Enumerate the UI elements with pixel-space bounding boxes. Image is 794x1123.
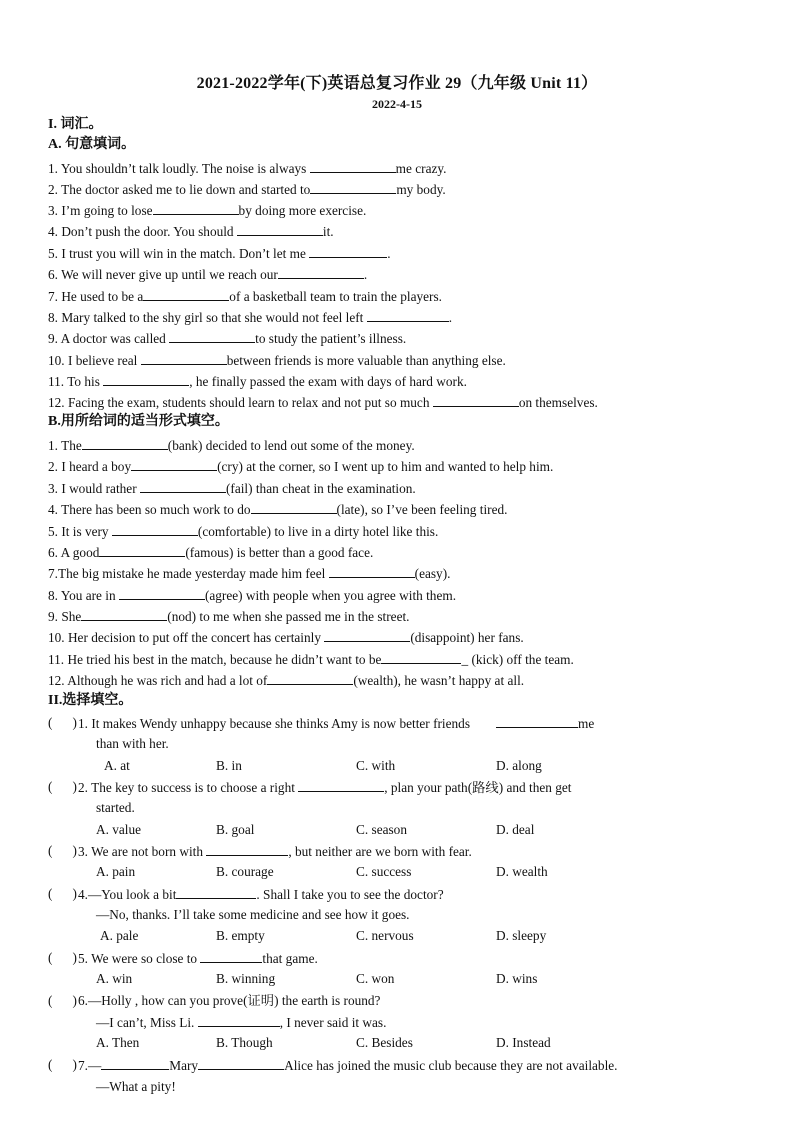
answer-blank[interactable] [143, 288, 229, 301]
answer-blank[interactable] [206, 843, 288, 856]
answer-blank[interactable] [119, 587, 205, 600]
page-title: 2021-2022学年(下)英语总复习作业 29（九年级 Unit 11） [196, 75, 598, 92]
option-a[interactable]: A. win [96, 971, 133, 986]
answer-blank[interactable] [99, 544, 185, 557]
option-a[interactable]: A. at [104, 758, 130, 773]
answer-blank[interactable] [309, 245, 387, 258]
part-b-item: 1. The (bank) decided to lend out some of the money. [48, 438, 415, 453]
question-7: 7.— Mary Alice has joined the music club because they are not available. [78, 1058, 618, 1073]
option-b[interactable]: B. courage [216, 864, 274, 879]
option-a[interactable]: A. pain [96, 864, 136, 879]
part-a-item: 6. We will never give up until we reach our . [48, 267, 368, 282]
part-b-item: 7.The big mistake he made yesterday made him feel (easy). [48, 566, 451, 581]
part-a-item: 1. You shouldn’t talk loudly. The noise is always me crazy. [48, 161, 447, 176]
option-a[interactable]: A. pale [100, 928, 139, 943]
option-b[interactable]: B. in [216, 758, 242, 773]
part-b-item: 10. Her decision to put off the concert has certainly (disappoint) her fans. [48, 630, 524, 645]
answer-blank[interactable] [81, 608, 167, 621]
answer-blank[interactable] [381, 651, 461, 664]
option-d[interactable]: D. sleepy [496, 928, 547, 943]
question-5: 5. We were so close to that game. [78, 951, 318, 966]
part-b-item: 4. There has been so much work to do (late), so I’ve been feeling tired. [48, 502, 508, 517]
answer-paren[interactable]: ( ) [48, 843, 77, 858]
section-2-heading: II.选择填空。 [48, 693, 133, 708]
section-1-heading: I. 词汇。 [48, 117, 103, 132]
option-c[interactable]: C. Besides [356, 1035, 413, 1050]
part-b-item: 11. He tried his best in the match, because he didn’t want to be _ (kick) off the team. [48, 652, 574, 667]
part-b-item: 6. A good (famous) is better than a good face. [48, 545, 374, 560]
option-b[interactable]: B. goal [216, 822, 255, 837]
option-d[interactable]: D. along [496, 758, 542, 773]
answer-blank[interactable] [140, 480, 226, 493]
part-a-heading: A. 句意填词。 [48, 137, 136, 152]
answer-blank[interactable] [200, 950, 262, 963]
answer-blank[interactable] [198, 1014, 280, 1027]
part-a-item: 7. He used to be a of a basketball team to train the players. [48, 289, 442, 304]
option-c[interactable]: C. success [356, 864, 412, 879]
option-d[interactable]: D. wins [496, 971, 538, 986]
part-b-item: 5. It is very (comfortable) to live in a dirty hotel like this. [48, 524, 439, 539]
answer-blank[interactable] [324, 629, 410, 642]
question-1: 1. It makes Wendy unhappy because she thinks Amy is now better friends me [78, 716, 595, 731]
answer-blank[interactable] [82, 437, 168, 450]
option-d[interactable]: D. deal [496, 822, 535, 837]
option-c[interactable]: C. won [356, 971, 395, 986]
part-a-item: 9. A doctor was called to study the patient’s illness. [48, 331, 407, 346]
option-a[interactable]: A. value [96, 822, 142, 837]
answer-blank[interactable] [329, 565, 415, 578]
answer-paren[interactable]: ( ) [48, 950, 77, 965]
part-b-item: 2. I heard a boy (cry) at the corner, so I went up to him and wanted to help him. [48, 459, 554, 474]
answer-paren[interactable]: ( ) [48, 993, 77, 1008]
answer-blank[interactable] [169, 330, 255, 343]
option-c[interactable]: C. nervous [356, 928, 414, 943]
option-b[interactable]: B. empty [216, 928, 265, 943]
option-c[interactable]: C. season [356, 822, 407, 837]
option-c[interactable]: C. with [356, 758, 396, 773]
answer-paren[interactable]: ( ) [48, 715, 77, 730]
answer-blank[interactable] [433, 394, 519, 407]
answer-paren[interactable]: ( ) [48, 1057, 77, 1072]
answer-blank[interactable] [496, 715, 578, 728]
option-b[interactable]: B. winning [216, 971, 276, 986]
question-2: 2. The key to success is to choose a right , plan your path(路线) and then get [78, 780, 572, 795]
answer-blank[interactable] [267, 672, 353, 685]
part-a-item: 12. Facing the exam, students should learn to relax and not put so much on themselves. [48, 395, 598, 410]
answer-blank[interactable] [310, 160, 396, 173]
part-b-item: 9. She (nod) to me when she passed me in the street. [48, 609, 410, 624]
answer-blank[interactable] [367, 309, 449, 322]
answer-blank[interactable] [251, 501, 337, 514]
part-a-item: 3. I’m going to lose by doing more exercise. [48, 203, 367, 218]
answer-blank[interactable] [101, 1057, 169, 1070]
part-a-item: 5. I trust you will win in the match. Don’t let me . [48, 246, 391, 261]
part-b-heading: B.用所给词的适当形式填空。 [48, 414, 229, 429]
answer-blank[interactable] [112, 523, 198, 536]
option-a[interactable]: A. Then [96, 1035, 140, 1050]
part-a-item: 2. The doctor asked me to lie down and started to my body. [48, 182, 446, 197]
worksheet-page: 2021-2022学年(下)英语总复习作业 29（九年级 Unit 11） 2022-4-15 I. 词汇。 A. 句意填词。 1. You shouldn’t talk loudly. The noise is always me crazy. 2. The doctor asked me to lie down and started to my body. 3. I’m going to lose by doing more exercise. 4. Don’t push the door. You should it. 5. I trust you will win in the match. Don’t let me . 6. We will never give up until we reach our . 7. He used to be a of a basketball team to train the players. 8. Mary talked to the shy girl so that she would not feel left . 9. A doctor was called to study the patient’s illness. 10. I believe real between friends is more valuable than anything else. 11. To his , he finally passed the exam with days of hard work. 12. Facing the exam, students should learn to relax and not put so much on themselves. B.用所给词的适当形式填空。 1. The (bank) decided to lend out some of the money. 2. I heard a boy (cry) at the corner, so I went up to him and wanted to help him. 3. I would rather (fail) than cheat in the examination. 4. There has been so much work to do (late), so I’ve been feeling tired. 5. It is very (comfortable) to live in a dirty hotel like this. 6. A good (famous) is better than a good face. 7.The big mistake he made yesterday made him feel (easy). 8. You are in (agree) with people when you agree with them. 9. She (nod) to me when she passed me in the street. 10. Her decision to put off the concert has certainly (disappoint) her fans. 11. He tried his best in the match, because he didn’t want to be _ (kick) off the team. 12. Although he was rich and had a lot of (wealth), he wasn’t happy at all. II.选择填空。 ( ) 1. It makes Wendy unhappy because she thinks Amy is now better friends me than with her. A. at B. in C. with D. along ( ) 2. The key to success is to choose a right , plan your path(路线) and then get started. A. value B. goal C. season D. deal ( ) 3. We are not born with , but neither are we born with fear. A. pain B. courage C. success D. wealth ( ) 4.—You look a bit . Shall I take you to see the doctor? —No, thanks. I’ll take some medicine and see how it goes. A. pale B. empty C. nervous D. sleepy ( ) 5. We were so close to that game. A. win B. winning C. won D. wins ( ) 6.—Holly , how can you prove(证明) the earth is round? —I can’t, Miss Li. , I never said it was. A. Then B. Though C. Besides D. Instead ( ) 7.— Mary Alice has joined the music club because they are not available. —What a pity! [0, 0, 794, 1123]
question-4: 4.—You look a bit . Shall I take you to see the doctor? [78, 887, 444, 902]
answer-blank[interactable] [237, 223, 323, 236]
answer-paren[interactable]: ( ) [48, 779, 77, 794]
answer-paren[interactable]: ( ) [48, 886, 77, 901]
part-a-item: 4. Don’t push the door. You should it. [48, 224, 334, 239]
answer-blank[interactable] [278, 266, 364, 279]
answer-blank[interactable] [176, 886, 256, 899]
option-d[interactable]: D. Instead [496, 1035, 551, 1050]
question-3: 3. We are not born with , but neither are we born with fear. [78, 844, 472, 859]
part-b-item: 3. I would rather (fail) than cheat in the examination. [48, 481, 416, 496]
answer-blank[interactable] [198, 1057, 284, 1070]
part-a-item: 10. I believe real between friends is more valuable than anything else. [48, 353, 506, 368]
part-b-item: 12. Although he was rich and had a lot of (wealth), he wasn’t happy at all. [48, 673, 525, 688]
part-a-item: 8. Mary talked to the shy girl so that she would not feel left . [48, 310, 453, 325]
answer-blank[interactable] [310, 181, 396, 194]
option-b[interactable]: B. Though [216, 1035, 273, 1050]
option-d[interactable]: D. wealth [496, 864, 548, 879]
answer-blank[interactable] [141, 352, 227, 365]
page-date: 2022-4-15 [372, 97, 422, 111]
answer-blank[interactable] [103, 373, 189, 386]
answer-blank[interactable] [298, 779, 384, 792]
answer-blank[interactable] [131, 458, 217, 471]
part-b-item: 8. You are in (agree) with people when you agree with them. [48, 588, 457, 603]
answer-blank[interactable] [153, 202, 239, 215]
part-a-item: 11. To his , he finally passed the exam with days of hard work. [48, 374, 467, 389]
question-6: 6.—Holly , how can you prove(证明) the earth is round? [78, 993, 381, 1008]
